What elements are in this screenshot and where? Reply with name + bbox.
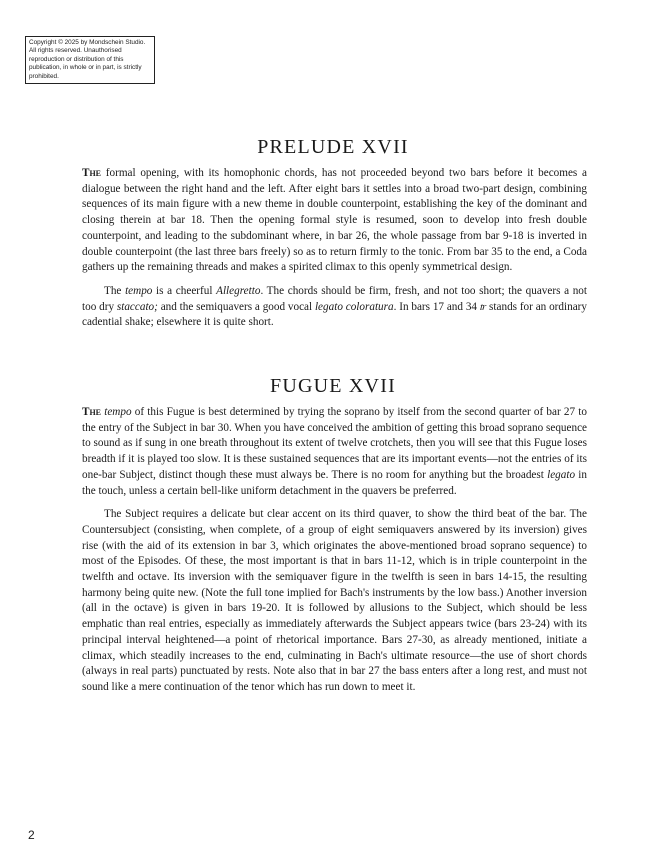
prelude-p2-staccato: staccato; [116, 300, 158, 313]
prelude-paragraph-2 [82, 284, 587, 331]
prelude-p2-allegretto: Allegretto [216, 284, 261, 297]
prelude-p2-e: . In bars 17 and 34 [393, 300, 480, 313]
fugue-p1-tempo: tempo [104, 406, 132, 418]
fugue-p1-b: of this Fugue is best determined by trying the soprano by itself from the second quarter of bar 27 to the entry of the Subject in bar 30. When you have conceived the ambition of getting this broad soprano sequence to sound as if sung in one breath throughout its extent of twelve crotchets, then you will see that this Fugue loses breadth if it is played too slow. It is these sustained sequences that are its important events—not the entries of its one-bar Subject, distinct though these must always be. There is no room for anything but the broadest [82, 406, 588, 481]
fugue-paragraph-1 [82, 405, 587, 499]
prelude-body [82, 166, 587, 331]
copyright-notice: Copyright © 2025 by Mondschein Studio. All rights reserved. Unauthorised reproduction or distribution of this publication, in whole or in part, is strictly prohibited. [25, 36, 155, 84]
prelude-p2-f: stands for an ordinary cadential shake; elsewhere it is quite short. [82, 300, 587, 329]
fugue-body [82, 405, 587, 696]
fugue-paragraph-2: The Subject requires a delicate but clear accent on its third quaver, to show the third beat of the bar. The Countersubject (consisting, when complete, of a group of eight semiquavers answered by its inversion) gives rise (with the aid of its extension in bar 3, which originates the above-mentioned broad soprano sequence) to most of the Episodes. Of these, the most important is that in bars 11-12, which is in triple counterpoint in the twelfth and octave. Its inversion with the semiquaver figure in the twelfth is seen in bars 14-15, the resulting harmony being quite new. (Note the full tone implied for Bach's instruments by the low bass.) Another inversion (all in the octave) is given in bars 19-20. It is followed by allusions to the Subject, which should be less emphatic than real entries, especially as immediately afterwards the Subject appears twice (bars 23-24) with its principal interval heightened—a point of rhetorical importance. Bars 27-30, as already mentioned, initiate a climax, which steadily increases to the end, culminating in Bach's ultimate resource—the use of short chords (always in real parts) punctuated by rests. Note also that in bar 27 the bass enters after a long rest, and must not sound like a mere continuation of the tenor which has run down to meet it. [82, 508, 587, 693]
prelude-p2-b: is a cheerful [152, 284, 217, 297]
fugue-title: FUGUE XVII [270, 375, 396, 397]
prelude-p2-tempo: tempo [125, 284, 153, 297]
prelude-p2-a: The [104, 284, 126, 297]
fugue-lead-word: The [82, 406, 102, 418]
prelude-p2-legato: legato coloratura [314, 300, 394, 313]
prelude-p2-c: . The chords should be firm, fresh, and not too short; the quavers a not too dry [82, 284, 587, 313]
fugue-p1-legato: legato [547, 468, 576, 481]
prelude-p2-d: and the semiquavers a good vocal [157, 300, 315, 313]
shake-symbol-icon: 𝆖 [479, 300, 487, 313]
prelude-title: PRELUDE XVII [257, 136, 409, 158]
prelude-paragraph-1 [82, 166, 587, 276]
prelude-lead-word: The [82, 167, 102, 179]
prelude-p1-text: formal opening, with its homophonic chords, has not proceeded beyond two bars before it becomes a dialogue between the right hand and the left. After eight bars it settles into a broad two-part design, combining sequences of its main figure with a new theme in double counterpoint, establishing the key of the dominant and closing therein at bar 18. Then the opening formal style is resumed, soon to develop into fresh double counterpoint, and leading to the subdominant where, in bar 26, the whole passage from bar 9-18 is inverted in double counterpoint (the last three bars freely) so as to return firmly to the tonic. From bar 35 to the end, a Coda gathers up the remaining threads and makes a spirited climax to this openly symmetrical design. [82, 167, 587, 274]
fugue-p1-c: in the touch, unless a certain bell-like uniform detachment in the quavers be preferred. [82, 468, 588, 497]
page-number: 2 [28, 828, 35, 842]
